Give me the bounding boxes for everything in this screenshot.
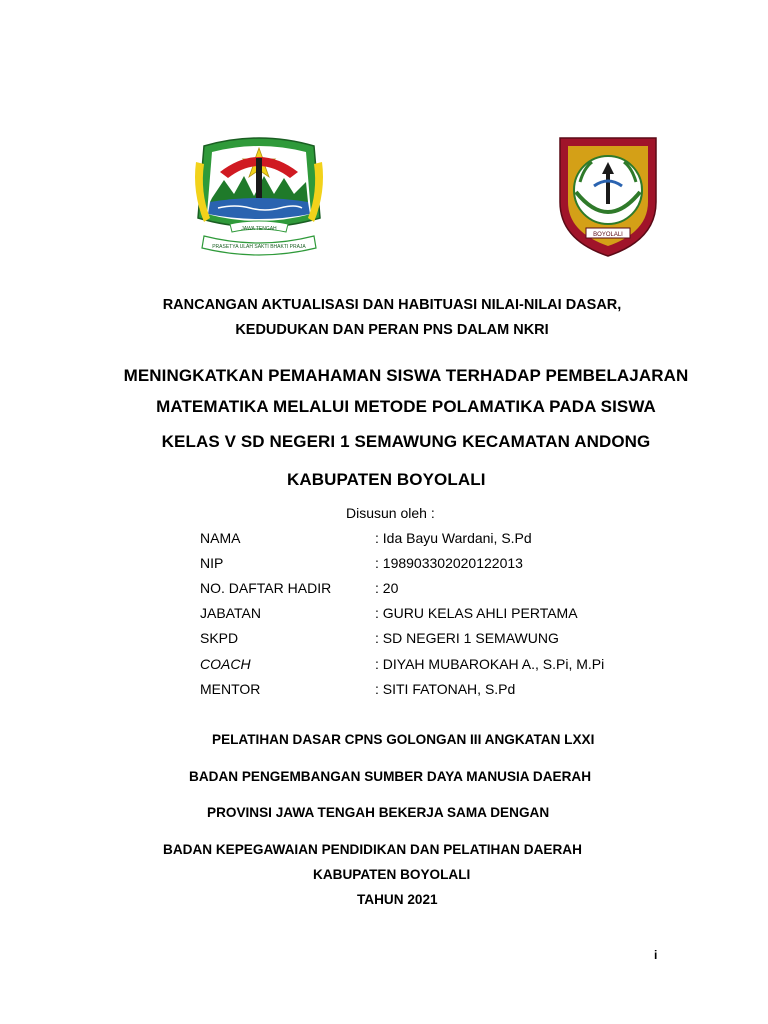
jawa-tengah-emblem xyxy=(190,132,328,262)
footer-line-1: PELATIHAN DASAR CPNS GOLONGAN III ANGKATAN LXXI xyxy=(212,732,595,747)
footer-line-6: TAHUN 2021 xyxy=(357,892,438,907)
boyolali-emblem xyxy=(556,132,660,258)
author-label: COACH xyxy=(200,656,251,672)
subtitle-line-1: RANCANGAN AKTUALISASI DAN HABITUASI NILAI-NILAI DASAR, xyxy=(162,297,622,313)
author-value: : SITI FATONAH, S.Pd xyxy=(375,681,516,697)
author-value: : SD NEGERI 1 SEMAWUNG xyxy=(375,630,559,646)
author-heading: Disusun oleh : xyxy=(346,505,435,521)
author-label: MENTOR xyxy=(200,681,261,697)
title-line-4: KABUPATEN BOYOLALI xyxy=(287,470,486,489)
author-label: SKPD xyxy=(200,630,239,646)
author-label: JABATAN xyxy=(200,605,261,621)
author-value: : DIYAH MUBAROKAH A., S.Pi, M.Pi xyxy=(375,656,605,672)
page-number: i xyxy=(654,948,658,962)
author-value: : 198903302020122013 xyxy=(375,555,523,571)
footer-line-4: BADAN KEPEGAWAIAN PENDIDIKAN DAN PELATIHAN DAERAH xyxy=(163,842,582,857)
title-line-2: MATEMATIKA MELALUI METODE POLAMATIKA PADA SISWA xyxy=(156,397,656,416)
title-line-3: KELAS V SD NEGERI 1 SEMAWUNG KECAMATAN ANDONG xyxy=(161,432,651,451)
title-line-1: MENINGKATKAN PEMAHAMAN SISWA TERHADAP PEMBELAJARAN xyxy=(123,366,689,385)
right-logo-text: BOYOLALI xyxy=(593,232,623,238)
left-logo-text-bottom: PRASETYA ULAH SAKTI BHAKTI PRAJA xyxy=(212,244,306,250)
left-logo-text-top: JAWA TENGAH xyxy=(241,226,277,232)
subtitle-line-2: KEDUDUKAN DAN PERAN PNS DALAM NKRI xyxy=(235,322,549,338)
author-label: NAMA xyxy=(200,530,241,546)
author-value: : Ida Bayu Wardani, S.Pd xyxy=(375,530,532,546)
author-label: NIP xyxy=(200,555,224,571)
author-value: : 20 xyxy=(375,580,399,596)
author-label: NO. DAFTAR HADIR xyxy=(200,580,332,596)
footer-line-3: PROVINSI JAWA TENGAH BEKERJA SAMA DENGAN xyxy=(207,805,550,820)
footer-line-2: BADAN PENGEMBANGAN SUMBER DAYA MANUSIA DAERAH xyxy=(189,769,592,784)
author-value: : GURU KELAS AHLI PERTAMA xyxy=(375,605,578,621)
footer-line-5: KABUPATEN BOYOLALI xyxy=(313,867,471,882)
